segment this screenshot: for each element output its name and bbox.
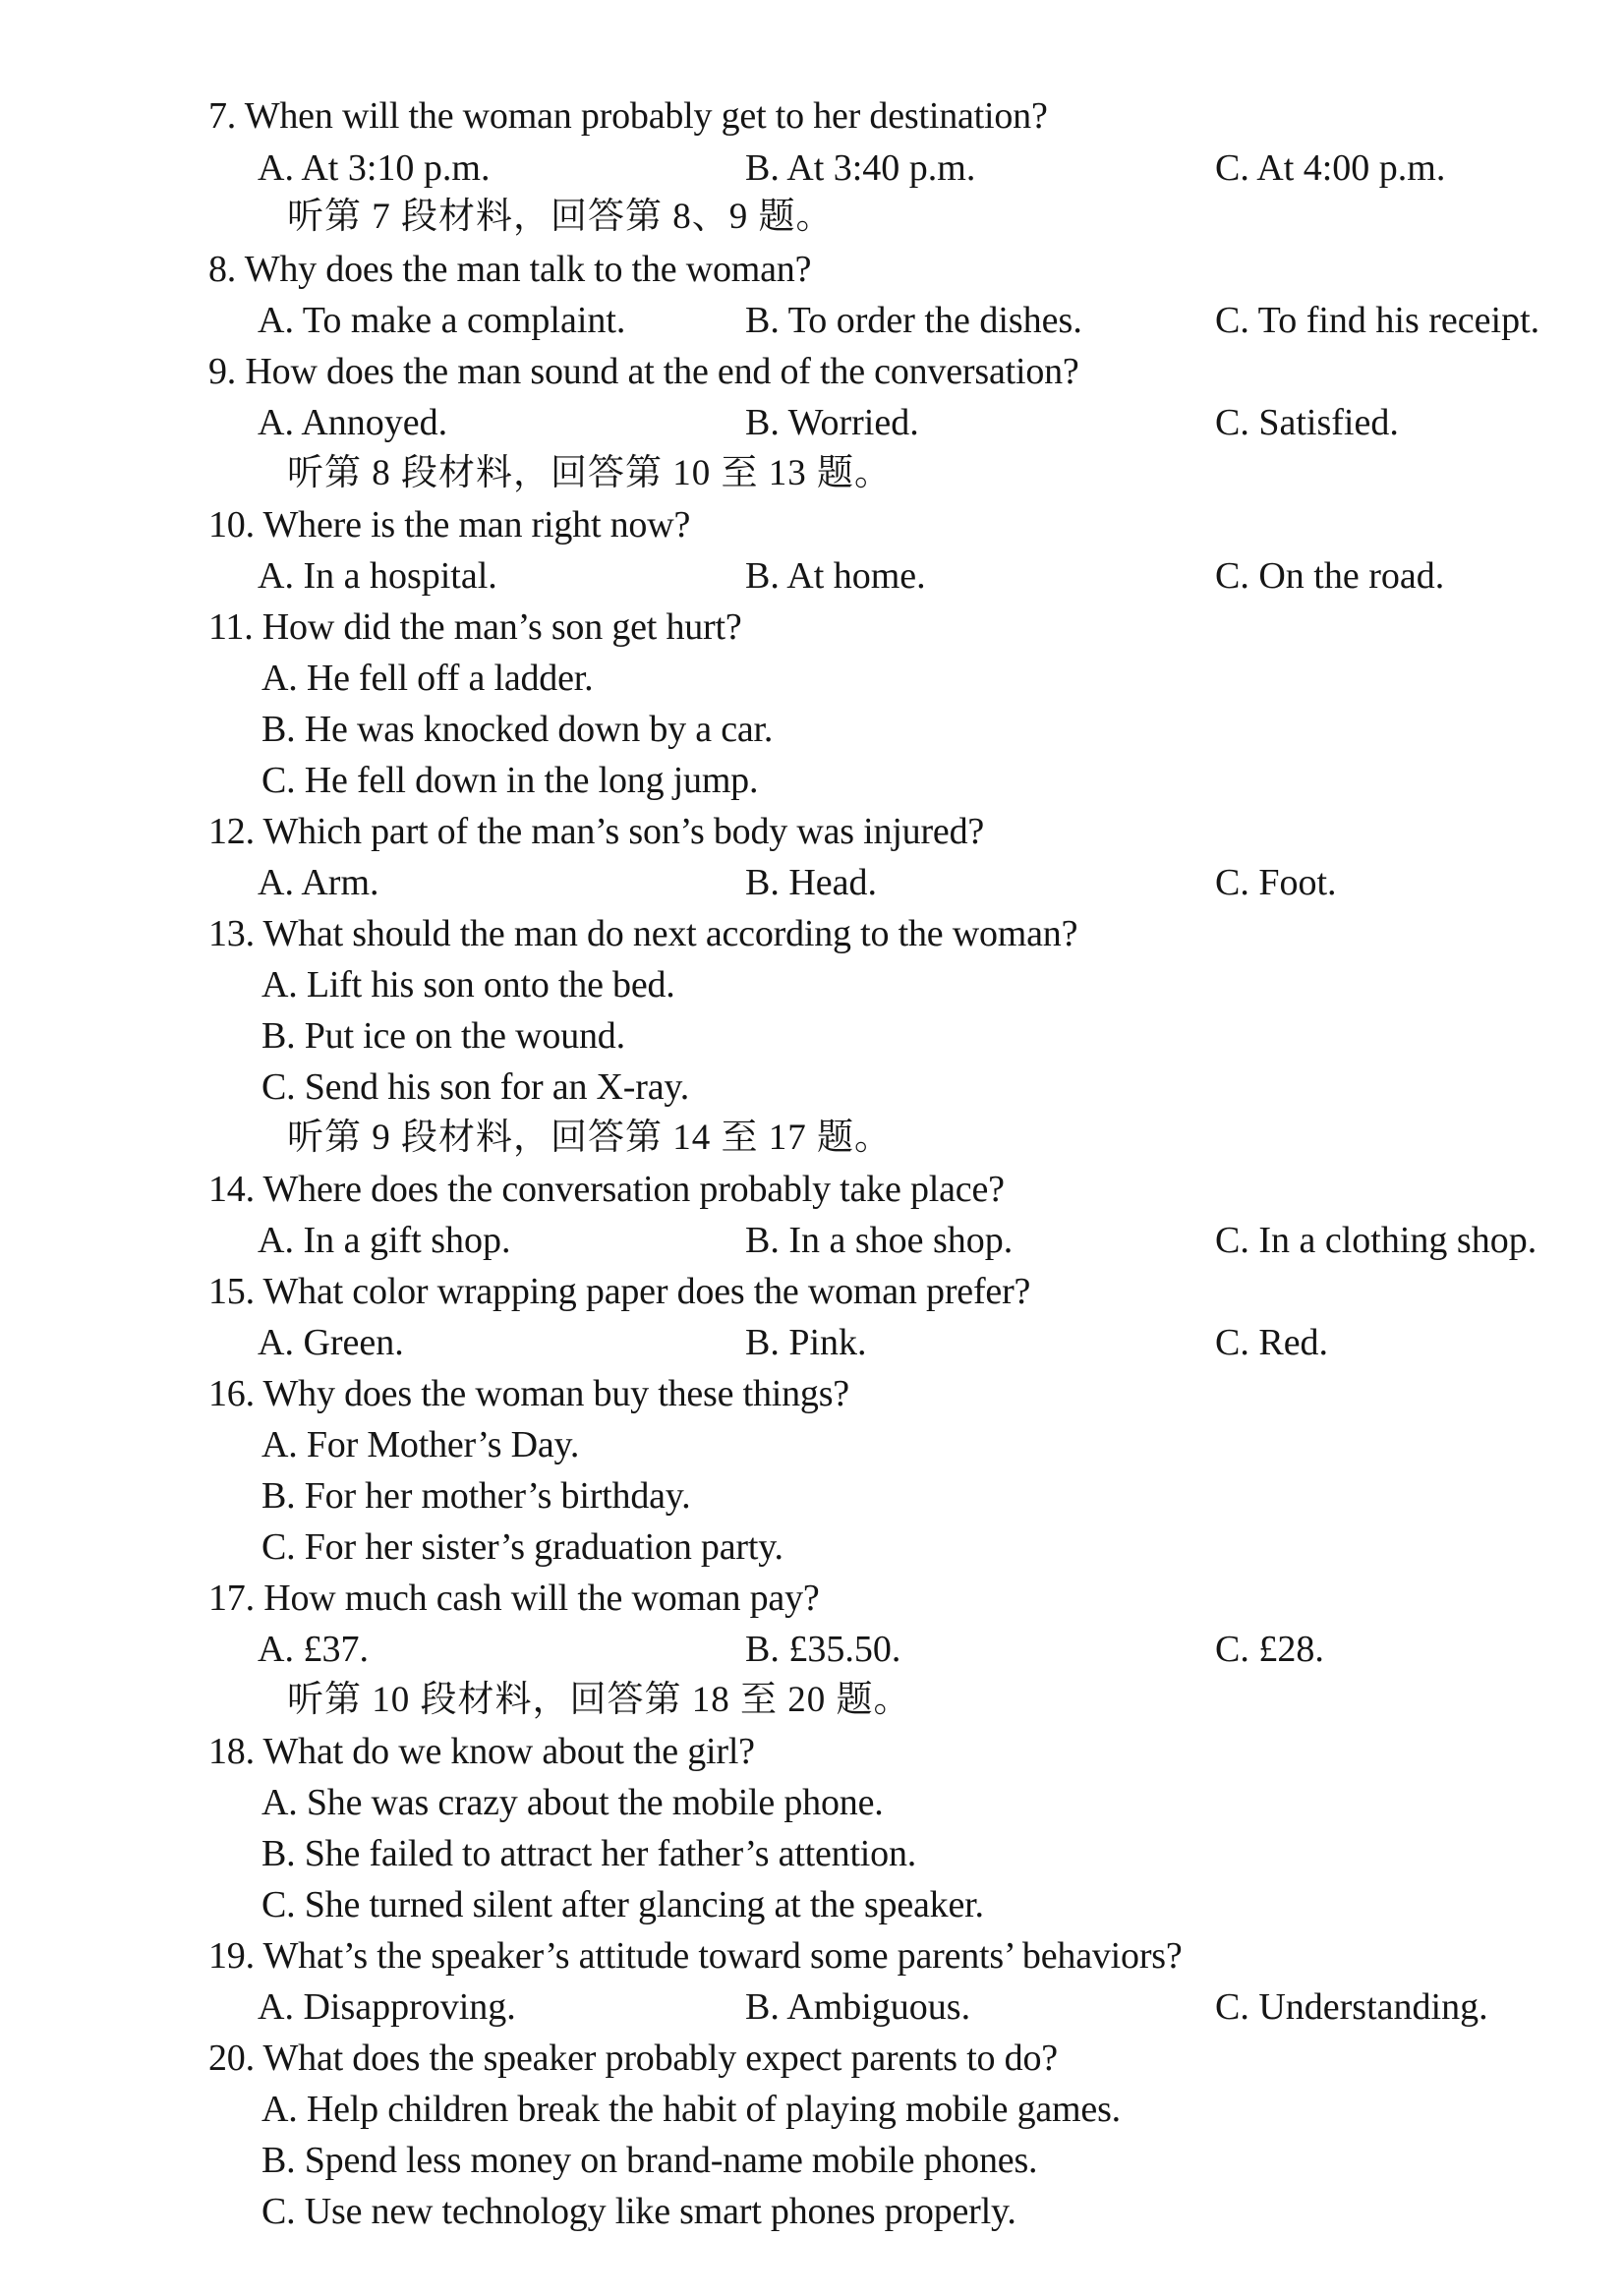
question-20: 20. What does the speaker probably expect parents to do? bbox=[208, 2038, 1058, 2079]
q16-option-c: C. For her sister’s graduation party. bbox=[261, 1526, 783, 1568]
q20-option-c: C. Use new technology like smart phones properly. bbox=[261, 2191, 1016, 2232]
q10-option-b: B. At home. bbox=[745, 555, 926, 597]
q10-option-c: C. On the road. bbox=[1215, 555, 1445, 597]
q9-option-a: A. Annoyed. bbox=[258, 402, 448, 443]
q8-option-c: C. To find his receipt. bbox=[1215, 300, 1540, 341]
question-8: 8. Why does the man talk to the woman? bbox=[208, 249, 812, 290]
q17-option-a: A. £37. bbox=[258, 1629, 369, 1670]
q20-option-a: A. Help children break the habit of playing mobile games. bbox=[261, 2089, 1121, 2130]
section-instruction-7: 听第 7 段材料，回答第 8、9 题。 bbox=[287, 197, 834, 237]
q16-option-b: B. For her mother’s birthday. bbox=[261, 1475, 691, 1517]
question-13: 13. What should the man do next according to the woman? bbox=[208, 913, 1078, 954]
q20-option-b: B. Spend less money on brand-name mobile phones. bbox=[261, 2140, 1038, 2181]
question-17: 17. How much cash will the woman pay? bbox=[208, 1578, 820, 1619]
section-instruction-8: 听第 8 段材料，回答第 10 至 13 题。 bbox=[287, 453, 892, 493]
q14-option-a: A. In a gift shop. bbox=[258, 1220, 511, 1261]
q15-option-b: B. Pink. bbox=[745, 1322, 867, 1363]
q17-option-b: B. £35.50. bbox=[745, 1629, 901, 1670]
q19-option-c: C. Understanding. bbox=[1215, 1986, 1488, 2028]
q7-option-b: B. At 3:40 p.m. bbox=[745, 147, 976, 189]
q11-option-c: C. He fell down in the long jump. bbox=[261, 760, 759, 801]
section-instruction-10: 听第 10 段材料，回答第 18 至 20 题。 bbox=[287, 1680, 911, 1720]
q11-option-b: B. He was knocked down by a car. bbox=[261, 709, 774, 750]
q14-option-b: B. In a shoe shop. bbox=[745, 1220, 1014, 1261]
q15-option-c: C. Red. bbox=[1215, 1322, 1329, 1363]
q9-option-b: B. Worried. bbox=[745, 402, 919, 443]
q19-option-a: A. Disapproving. bbox=[258, 1986, 516, 2028]
question-15: 15. What color wrapping paper does the woman prefer? bbox=[208, 1271, 1031, 1312]
q17-option-c: C. £28. bbox=[1215, 1629, 1324, 1670]
question-12: 12. Which part of the man’s son’s body was injured? bbox=[208, 811, 985, 852]
q18-option-b: B. She failed to attract her father’s attention. bbox=[261, 1833, 917, 1874]
q13-option-b: B. Put ice on the wound. bbox=[261, 1015, 625, 1057]
question-11: 11. How did the man’s son get hurt? bbox=[208, 606, 742, 648]
q12-option-b: B. Head. bbox=[745, 862, 878, 903]
q9-option-c: C. Satisfied. bbox=[1215, 402, 1399, 443]
q7-option-a: A. At 3:10 p.m. bbox=[258, 147, 491, 189]
q7-option-c: C. At 4:00 p.m. bbox=[1215, 147, 1446, 189]
q14-option-c: C. In a clothing shop. bbox=[1215, 1220, 1537, 1261]
question-7: 7. When will the woman probably get to her destination? bbox=[208, 95, 1048, 137]
q12-option-c: C. Foot. bbox=[1215, 862, 1337, 903]
q18-option-a: A. She was crazy about the mobile phone. bbox=[261, 1782, 884, 1823]
q10-option-a: A. In a hospital. bbox=[258, 555, 497, 597]
q11-option-a: A. He fell off a ladder. bbox=[261, 658, 594, 699]
section-instruction-9: 听第 9 段材料，回答第 14 至 17 题。 bbox=[287, 1118, 892, 1158]
q19-option-b: B. Ambiguous. bbox=[745, 1986, 971, 2028]
q13-option-a: A. Lift his son onto the bed. bbox=[261, 964, 675, 1005]
q8-option-b: B. To order the dishes. bbox=[745, 300, 1082, 341]
question-14: 14. Where does the conversation probably take place? bbox=[208, 1169, 1005, 1210]
q8-option-a: A. To make a complaint. bbox=[258, 300, 626, 341]
question-9: 9. How does the man sound at the end of the conversation? bbox=[208, 351, 1079, 392]
question-19: 19. What’s the speaker’s attitude toward some parents’ behaviors? bbox=[208, 1935, 1183, 1977]
question-10: 10. Where is the man right now? bbox=[208, 504, 691, 545]
q18-option-c: C. She turned silent after glancing at the speaker. bbox=[261, 1884, 984, 1925]
q12-option-a: A. Arm. bbox=[258, 862, 379, 903]
question-18: 18. What do we know about the girl? bbox=[208, 1731, 755, 1772]
q13-option-c: C. Send his son for an X-ray. bbox=[261, 1066, 690, 1108]
q15-option-a: A. Green. bbox=[258, 1322, 404, 1363]
q16-option-a: A. For Mother’s Day. bbox=[261, 1424, 580, 1465]
question-16: 16. Why does the woman buy these things? bbox=[208, 1373, 849, 1414]
